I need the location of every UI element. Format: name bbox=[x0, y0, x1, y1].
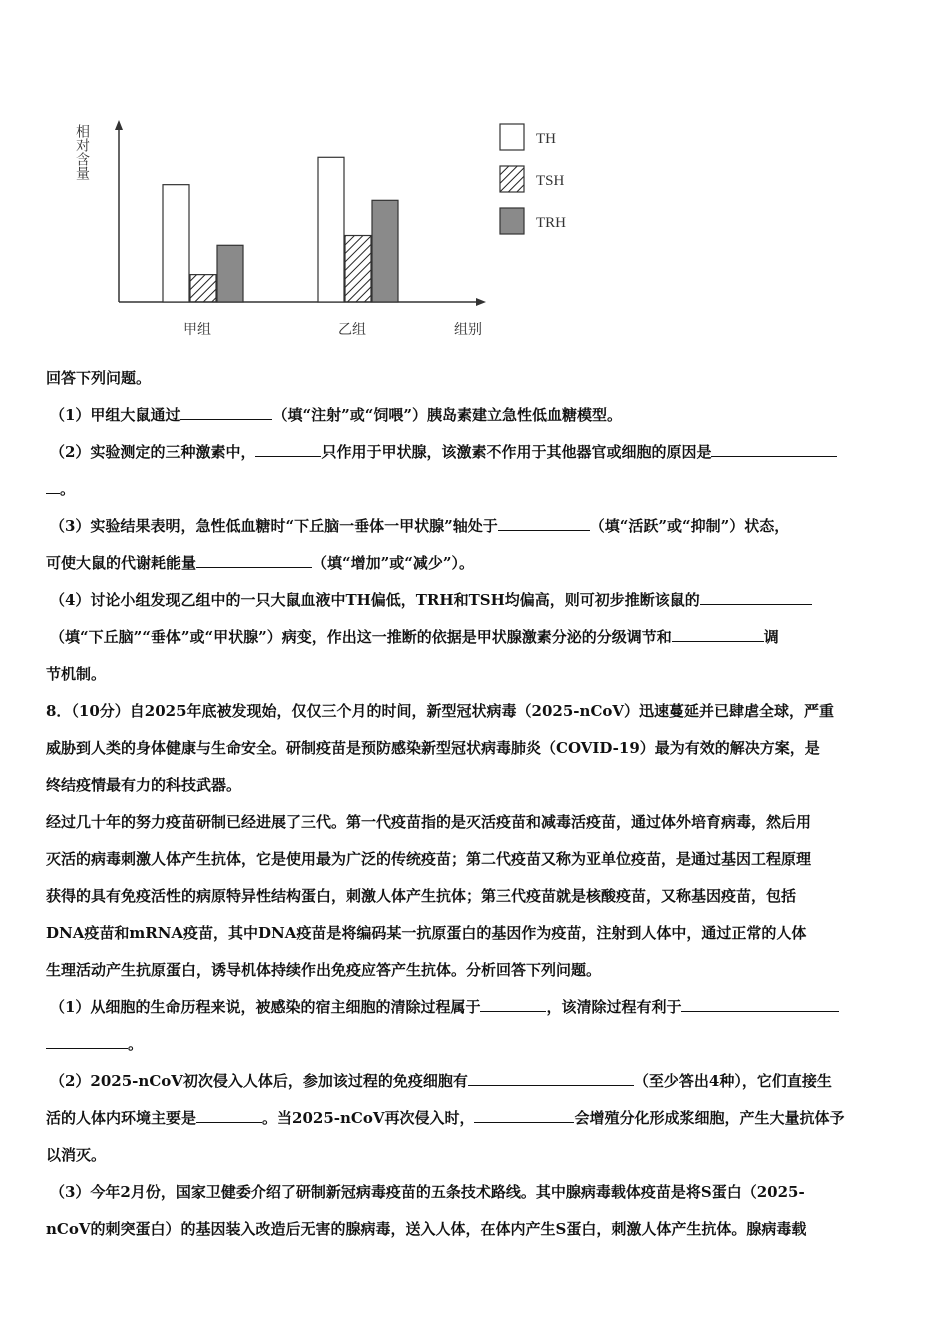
legend-label-th: TH bbox=[536, 131, 556, 147]
y-axis-label: 相对含量 bbox=[74, 124, 90, 180]
r2-text: （2）2025-nCoV初次侵入人体后，参加该过程的免疫细胞有 bbox=[50, 1072, 468, 1090]
r2-text-4: 会增殖分化形成浆细胞，产生大量抗体予 bbox=[574, 1109, 845, 1127]
question-2 bbox=[46, 434, 908, 471]
hormone-bar-chart bbox=[70, 112, 590, 344]
sub-question-2-end bbox=[46, 1137, 908, 1174]
x-axis-arrow bbox=[476, 298, 486, 306]
p9-text: 经过几十年的努力疫苗研制已经进展了三代。第一代疫苗指的是灭活疫苗和减毒活疫苗，通过体外培育病毒，然后用 bbox=[46, 813, 812, 831]
paragraph-line bbox=[46, 915, 908, 952]
sub-question-3 bbox=[46, 1174, 908, 1211]
problem-8-line bbox=[46, 730, 908, 767]
answer-blank bbox=[196, 552, 312, 568]
sub-question-2-cont bbox=[46, 1100, 908, 1137]
question-4-end bbox=[46, 656, 908, 693]
q4-text-3: 调 bbox=[763, 628, 779, 646]
q2-text: （2）实验测定的三种激素中， bbox=[50, 443, 256, 461]
p8-text: 终结疫情最有力的科技武器。 bbox=[46, 776, 242, 794]
r2-text-end: 以消灭。 bbox=[46, 1146, 107, 1164]
answer-blank bbox=[672, 626, 764, 642]
question-3-cont bbox=[46, 545, 908, 582]
sub-question-1-cont bbox=[46, 1026, 908, 1063]
answer-blank bbox=[711, 441, 837, 457]
answer-blank bbox=[46, 478, 60, 494]
p8-text: 威胁到人类的身体健康与生命安全。研制疫苗是预防感染新型冠状病毒肺炎（COVID-19）最为有效的解决方案，是 bbox=[46, 739, 820, 757]
q3-text-2: 可使大鼠的代谢耗能量 bbox=[46, 554, 197, 572]
q1-text-end: （填“注射”或“饲喂”）胰岛素建立急性低血糖模型。 bbox=[272, 406, 622, 424]
paragraph-line bbox=[46, 952, 908, 989]
r1-text-end: 。 bbox=[128, 1035, 144, 1053]
question-3 bbox=[46, 508, 908, 545]
r2-text-3: 。当2025-nCoV再次侵入时， bbox=[262, 1109, 475, 1127]
answer-blank bbox=[468, 1070, 634, 1086]
category-label: 乙组 bbox=[338, 322, 366, 338]
r1-text-mid: ，该清除过程有利于 bbox=[546, 998, 682, 1016]
bar-tsh-2 bbox=[345, 236, 371, 302]
r2-text-2: 活的人体内环境主要是 bbox=[46, 1109, 197, 1127]
p8-text: 8．（10分）自2025年底被发现始，仅仅三个月的时间，新型冠状病毒（2025-nCoV）迅速蔓延并已肆虐全球，严重 bbox=[46, 702, 835, 720]
answer-blank bbox=[474, 1107, 574, 1123]
problem-8-line bbox=[46, 767, 908, 804]
q4-text: （4）讨论小组发现乙组中的一只大鼠血液中TH偏低，TRH和TSH均偏高，则可初步推断该鼠的 bbox=[50, 591, 700, 609]
r2-text-mid: （至少答出4种），它们直接生 bbox=[633, 1072, 832, 1090]
p9-text: DNA疫苗和mRNA疫苗，其中DNA疫苗是将编码某一抗原蛋白的基因作为疫苗，注射到人体中，通过正常的人体 bbox=[46, 924, 807, 942]
answer-blank bbox=[681, 996, 839, 1012]
document-body bbox=[46, 360, 908, 1248]
r1-text: （1）从细胞的生命历程来说，被感染的宿主细胞的清除过程属于 bbox=[50, 998, 481, 1016]
q4-text-end: 节机制。 bbox=[46, 665, 107, 683]
bar-th-2 bbox=[318, 157, 344, 302]
bar-trh-2 bbox=[372, 200, 398, 302]
problem-8-line bbox=[46, 693, 908, 730]
bar-trh-1 bbox=[217, 245, 243, 302]
chart-legend bbox=[500, 124, 566, 234]
paragraph-line bbox=[46, 804, 908, 841]
bar-th-1 bbox=[163, 185, 189, 302]
answer-blank bbox=[480, 996, 546, 1012]
legend-label-tsh: TSH bbox=[536, 173, 565, 189]
question-1 bbox=[46, 397, 908, 434]
y-axis-arrow bbox=[115, 120, 123, 130]
legend-label-trh: TRH bbox=[536, 215, 566, 231]
q2-text-end: 。 bbox=[60, 480, 76, 498]
paragraph-line bbox=[46, 878, 908, 915]
sub-question-2 bbox=[46, 1063, 908, 1100]
question-4 bbox=[46, 582, 908, 619]
p9-text: 获得的具有免疫活性的病原特异性结构蛋白，刺激人体产生抗体；第三代疫苗就是核酸疫苗，又称基因疫苗，包括 bbox=[46, 887, 797, 905]
answer-blank bbox=[46, 1033, 128, 1049]
answer-blank bbox=[255, 441, 321, 457]
r3-text-2: nCoV的刺突蛋白）的基因装入改造后无害的腺病毒，送入人体，在体内产生S蛋白，刺激人体产生抗体。腺病毒载 bbox=[46, 1220, 807, 1238]
paragraph-line bbox=[46, 841, 908, 878]
answer-intro: 回答下列问题。 bbox=[46, 369, 152, 387]
legend-swatch-trh bbox=[500, 208, 524, 234]
text-line bbox=[46, 360, 908, 397]
answer-blank bbox=[700, 589, 812, 605]
bar-tsh-1 bbox=[190, 275, 216, 302]
answer-blank bbox=[498, 515, 590, 531]
q3-text: （3）实验结果表明，急性低血糖时“下丘脑一垂体一甲状腺”轴处于 bbox=[50, 517, 498, 535]
q1-text: （1）甲组大鼠通过 bbox=[50, 406, 181, 424]
p9-text: 灭活的病毒刺激人体产生抗体，它是使用最为广泛的传统疫苗；第二代疫苗又称为亚单位疫苗，是通过基因工程原理 bbox=[46, 850, 812, 868]
q3-text-mid: （填“活跃”或“抑制”）状态， bbox=[589, 517, 790, 535]
question-2-cont bbox=[46, 471, 908, 508]
q4-text-2: （填“下丘脑”“垂体”或“甲状腺”）病变，作出这一推断的依据是甲状腺激素分泌的分级调节和 bbox=[50, 628, 672, 646]
x-axis-label: 组别 bbox=[454, 322, 482, 338]
answer-blank bbox=[180, 404, 272, 420]
p9-text: 生理活动产生抗原蛋白，诱导机体持续作出免疫应答产生抗体。分析回答下列问题。 bbox=[46, 961, 602, 979]
q3-text-end: （填“增加”或“减少”）。 bbox=[312, 554, 475, 572]
category-label: 甲组 bbox=[183, 322, 211, 338]
legend-swatch-tsh bbox=[500, 166, 524, 192]
q2-text-mid: 只作用于甲状腺，该激素不作用于其他器官或细胞的原因是 bbox=[321, 443, 712, 461]
question-4-cont bbox=[46, 619, 908, 656]
r3-text: （3）今年2月份，国家卫健委介绍了研制新冠病毒疫苗的五条技术路线。其中腺病毒载体疫苗是将S蛋白（2025- bbox=[50, 1183, 805, 1201]
legend-swatch-th bbox=[500, 124, 524, 150]
answer-blank bbox=[196, 1107, 262, 1123]
sub-question-3-cont bbox=[46, 1211, 908, 1248]
sub-question-1 bbox=[46, 989, 908, 1026]
